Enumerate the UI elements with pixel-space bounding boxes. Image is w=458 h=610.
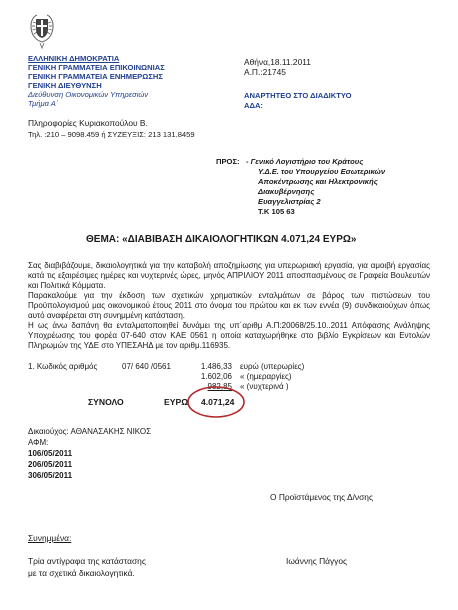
beneficiary-afm: ΑΦΜ: xyxy=(28,438,49,447)
beneficiary-name: Δικαιούχος: ΑΘΑΝΑΣΑΚΗΣ ΝΙΚΟΣ xyxy=(28,427,152,436)
amount-overtime: 1.486,33 xyxy=(200,362,232,371)
attachments-label: Συνημμένα: xyxy=(28,533,72,543)
info-phone: Τηλ. :210 – 9098.459 ή ΣΥΖΕΥΞΙΣ: 213 131.8459 xyxy=(28,130,195,139)
recipient-line-4: Διακυβέρνησης xyxy=(258,187,315,196)
beneficiary-entry-1: 106/05/2011 xyxy=(28,449,73,458)
attachments-line-2: με τα σχετικά δικαιολογητικά. xyxy=(28,568,135,578)
recipient-line-2: Υ.Δ.Ε. του Υπουργείου Εσωτερικών xyxy=(258,167,386,176)
info-contact: Πληροφορίες Κυριακοπούλου Β. xyxy=(28,118,148,128)
amount-holidays-note: « (ημεραργίες) xyxy=(240,372,292,381)
code-label: 1. Κωδικός αριθμός xyxy=(28,362,98,371)
beneficiary-entry-3: 306/05/2011 xyxy=(28,471,73,480)
beneficiary-entry-2: 206/05/2011 xyxy=(28,460,73,469)
posted-online-label: ΑΝΑΡΤΗΤΕΟ ΣΤΟ ΔΙΑΔΙΚΤΥΟ xyxy=(244,91,352,100)
paragraph-3: Η ως άνω δαπάνη θα ενταλματοποιηθεί δυνάμει της υπ΄αριθμ Α.Π:20068/25.10..2011 Απόφασης Ανάληψης Υποχρέωσης του φορέα 07-640 στον ΚΑΕ 0561 η οποία καταχωρήθηκε στο βιβλίο Εγκρίσεων και Εντολών Πληρωμών της ΥΔΕ στο ΥΠΕΣΑΗΔ με τον αριθμ.116935. xyxy=(28,321,430,350)
header-line-republic: ΕΛΛΗΝΙΚΗ ΔΗΜΟΚΡΑΤΙΑ xyxy=(28,54,120,63)
recipient-label: ΠΡΟΣ: xyxy=(216,157,240,166)
code-number: 07/ 640 /0561 xyxy=(122,362,171,371)
header-line-financial-services: Διεύθυνση Οικονομικών Υπηρεσιών xyxy=(28,90,149,99)
total-currency: ΕΥΡΩ xyxy=(164,397,189,407)
header-line-department: Τμήμα Α΄ xyxy=(28,99,59,108)
subject-title: ΘΕΜΑ: «ΔΙΑΒΙΒΑΣΗ ΔΙΚΑΙΟΛΟΓΗΤΙΚΩΝ 4.071,24 ΕΥΡΩ» xyxy=(86,234,357,245)
header-line-secretariat-information: ΓΕΝΙΚΗ ΓΡΑΜΜΑΤΕΙΑ ΕΝΗΜΕΡΩΣΗΣ xyxy=(28,72,163,81)
paragraph-1: Σας διαβιβάζουμε, δικαιολογητικά για την καταβολή αποζημίωσης για υπερωριακή εργασία, για αμοιβή εργασίας κατά τις εξαιρέσιμες ημέρες και νυχτερινές ώρες, μηνός ΑΠΡΙΛΙΟΥ 2011 αποσπασμένους σε Γραφεία Βουλευτών και Πολιτικά Κόμματα. xyxy=(28,261,430,290)
amount-night-note: « (νυχτερινά ) xyxy=(240,382,289,391)
recipient-line-1: - Γενικό Λογιστήριο του Κράτους xyxy=(246,157,364,166)
total-circle-mark xyxy=(185,384,247,420)
recipient-line-5: Ευαγγελιστρίας 2 xyxy=(258,197,321,206)
header-line-general-directorate: ΓΕΝΙΚΗ ΔΙΕΥΘΥΝΣΗ xyxy=(28,81,102,90)
paragraph-2: Παρακαλούμε για την έκδοση των σχετικών χρηματικών ενταλμάτων σε βάρος των πιστώσεων του Προϋπολογισμού μας οικονομικού έτους 2011 στο όνομα του πρώτου και εκ των εννέα (9) συνδικαιούχων όπως αυτό αναφέρεται στη συνημμένη κατάσταση. xyxy=(28,291,430,320)
signature-title: Ο Προϊστάμενος της Δ/νσης xyxy=(270,492,373,502)
signature-name: Ιωάννης Πάγγος xyxy=(286,556,348,566)
ada-label: ΑΔΑ: xyxy=(244,101,263,110)
amount-holidays: 1.602,06 xyxy=(200,372,232,381)
recipient-line-6: Τ.Κ 105 63 xyxy=(258,207,295,216)
protocol-number: Α.Π.:21745 xyxy=(244,67,286,77)
total-label: ΣΥΝΟΛΟ xyxy=(88,397,124,407)
greek-emblem-icon xyxy=(27,12,57,50)
recipient-line-3: Αποκέντρωσης και Ηλεκτρονικής xyxy=(258,177,378,186)
amount-overtime-note: ευρώ (υπερωρίες) xyxy=(240,362,305,371)
header-line-secretariat-communication: ΓΕΝΙΚΗ ΓΡΑΜΜΑΤΕΙΑ ΕΠΙΚΟΙΝΩΝΙΑΣ xyxy=(28,63,165,72)
total-amount: 4.071,24 xyxy=(201,397,235,407)
document-date: Αθήνα,18.11.2011 xyxy=(244,57,311,67)
amount-night: 982,85 xyxy=(207,382,232,391)
attachments-line-1: Τρία αντίγραφα της κατάστασης xyxy=(28,556,146,566)
